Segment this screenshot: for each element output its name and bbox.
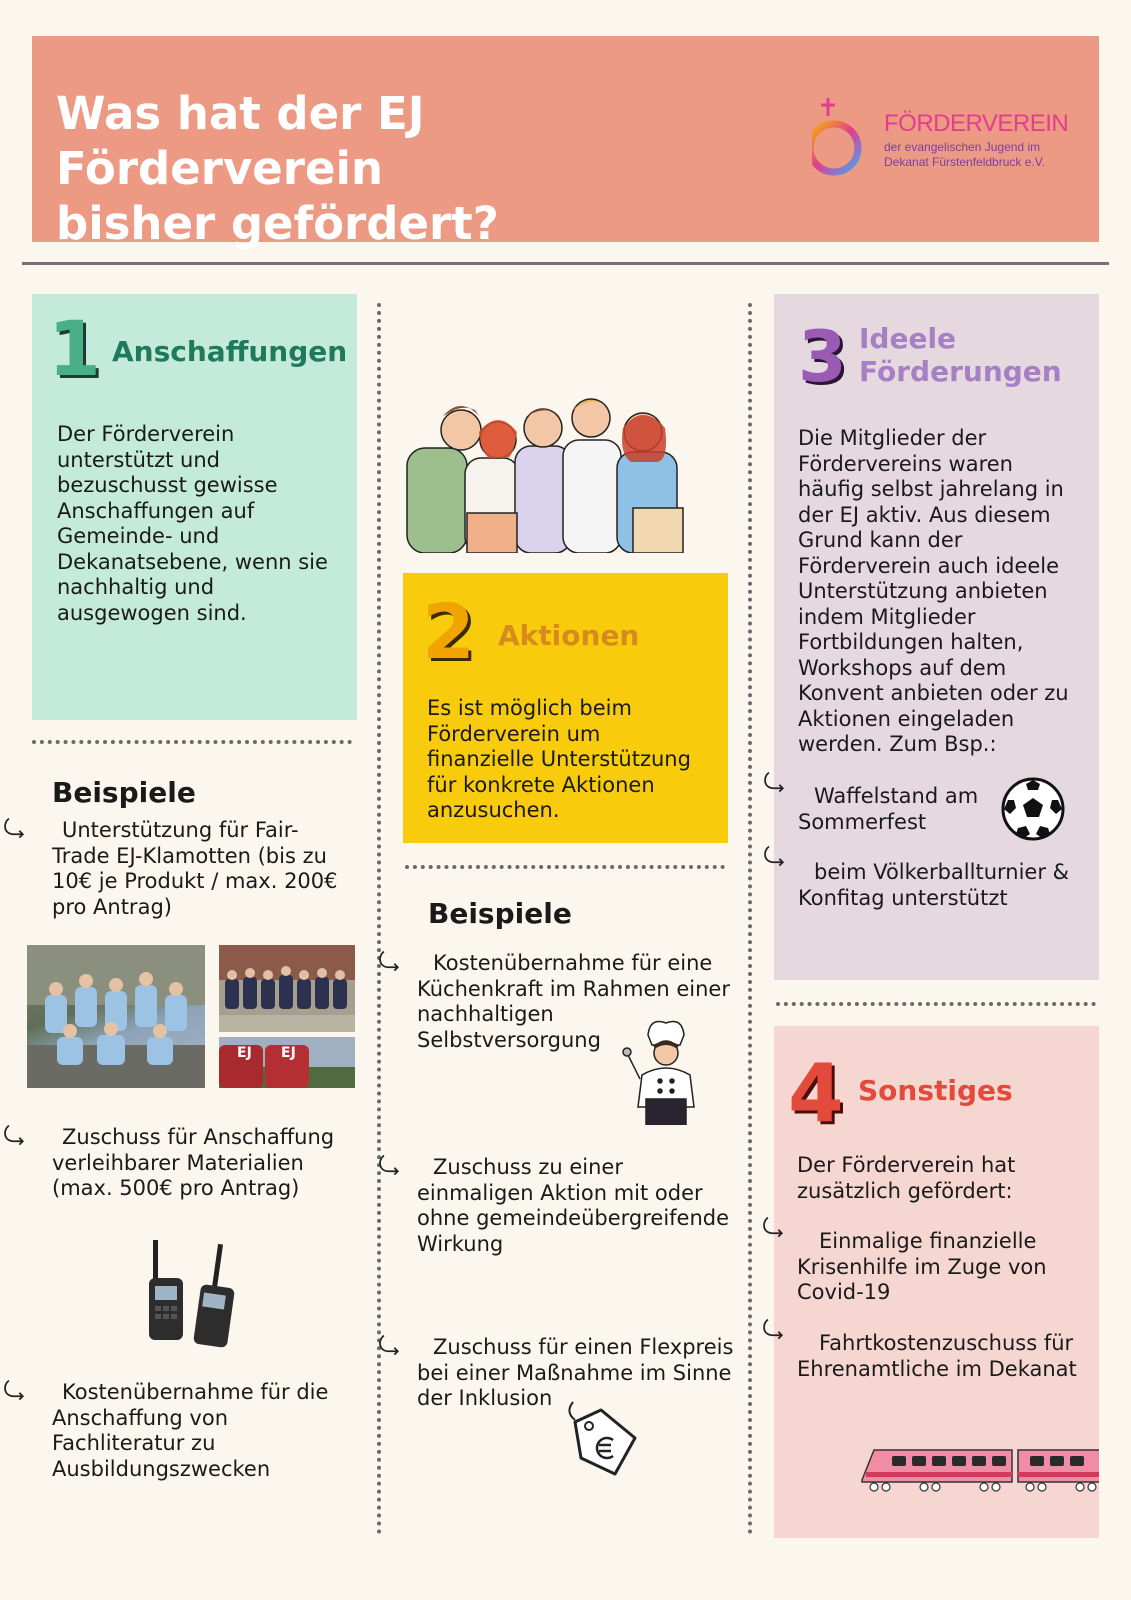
logo-subtitle: der evangelischen Jugend im Dekanat Fürstenfeldbruck e.V. — [884, 140, 1045, 169]
section-2-examples-heading: Beispiele — [428, 897, 572, 930]
section-2-item-3: Zuschuss für einen Flexpreis bei einer Maßnahme im Sinne der Inklusion — [417, 1335, 737, 1412]
section-2-number: 2 — [422, 587, 475, 676]
page-title: Was hat der EJ Förderverein bisher gefördert? — [56, 87, 499, 250]
section-1-heading: Anschaffungen — [112, 335, 348, 368]
section-1-number: 1 — [48, 304, 101, 393]
section-1-item-3: Kostenübernahme für die Anschaffung von Fachliteratur zu Ausbildungszwecken — [52, 1380, 352, 1482]
section-3-item-2: beim Völkerballturnier & Konfitag unterstützt — [798, 860, 1088, 911]
section-2-item-2: Zuschuss zu einer einmaligen Aktion mit oder ohne gemeindeübergreifende Wirkung — [417, 1155, 732, 1257]
section-4-number: 4 — [788, 1047, 844, 1140]
friends-icon — [403, 388, 728, 553]
section-2-separator — [405, 865, 725, 869]
section-3-body: Die Mitglieder der Fördervereins waren häufig selbst jahrelang in der EJ aktiv. Aus diesem Grund kann der Förderverein auch ideele Unterstützung anbieten indem Mitglieder Fortbildungen halten, Workshops auf dem Konvent anbieten oder zu Aktionen eingeladen werden. Zum Bsp.: — [798, 426, 1069, 756]
chef-icon — [620, 1015, 710, 1125]
euro-tag-icon — [563, 1398, 647, 1478]
column-divider-right — [748, 303, 752, 1535]
section-1-examples-heading: Beispiele — [52, 776, 196, 809]
section-3-item-1: Waffelstand am Sommerfest — [798, 784, 998, 835]
curved-arrow-icon — [0, 1378, 30, 1404]
curved-arrow-icon — [759, 1215, 789, 1241]
section-2-item-1: Kostenübernahme für eine Küchenkraft im Rahmen einer nachhaltigen Selbstversorgung — [417, 951, 732, 1053]
section-1-separator — [32, 740, 352, 744]
shirt-text-b: EJ — [281, 1045, 296, 1061]
section-4-item-2: Fahrtkostenzuschuss für Ehrenamtliche im Dekanat — [797, 1331, 1077, 1382]
logo-ring-icon — [812, 96, 882, 186]
curved-arrow-icon — [375, 949, 405, 975]
logo-title: FÖRDERVEREIN — [884, 110, 1069, 137]
people-photo-illustration — [27, 945, 205, 1088]
train-icon — [860, 1442, 1099, 1492]
curved-arrow-icon — [760, 844, 790, 870]
curved-arrow-icon — [759, 1317, 789, 1343]
section-1-item-2: Zuschuss für Anschaffung verleihbarer Materialien (max. 500€ pro Antrag) — [52, 1125, 352, 1202]
section-3-separator — [776, 1002, 1096, 1006]
chef-illustration — [620, 1015, 710, 1125]
soccer-ball-icon — [1000, 776, 1066, 842]
photo-ej-shirts — [219, 1037, 355, 1088]
train-illustration — [860, 1442, 1099, 1492]
header-divider — [22, 262, 1109, 265]
curved-arrow-icon — [0, 816, 30, 842]
soccer-ball-illustration — [1000, 776, 1066, 842]
section-4-body: Der Förderverein hat zusätzlich gefördert: — [797, 1153, 1016, 1203]
curved-arrow-icon — [375, 1333, 405, 1359]
shirt-text-a: EJ — [237, 1045, 252, 1061]
curved-arrow-icon — [375, 1153, 405, 1179]
curved-arrow-icon — [0, 1123, 30, 1149]
walkie-talkie-icon — [145, 1240, 245, 1350]
section-3-number: 3 — [798, 316, 847, 398]
section-4-item-1: Einmalige finanzielle Krisenhilfe im Zuge von Covid-19 — [797, 1229, 1077, 1306]
section-3-heading: Ideele Förderungen — [859, 322, 1062, 388]
euro-price-tag-illustration — [563, 1398, 647, 1478]
section-4-heading: Sonstiges — [858, 1074, 1013, 1107]
group-friends-illustration — [403, 388, 728, 553]
section-1-body: Der Förderverein unterstützt und bezuschusst gewisse Anschaffungen auf Gemeinde- und Dekanatsebene, wenn sie nachhaltig und ausgewogen sind. — [57, 422, 328, 625]
people-photo-illustration — [219, 945, 355, 1032]
section-2-heading: Aktionen — [498, 619, 640, 652]
section-1-item-1: Unterstützung für Fair-Trade EJ-Klamotten (bis zu 10€ je Produkt / max. 200€ pro Antrag) — [52, 818, 352, 920]
photo-group-hoodies — [27, 945, 205, 1088]
foerderverein-logo — [812, 96, 1069, 186]
photo-group-navy — [219, 945, 355, 1032]
curved-arrow-icon — [760, 770, 790, 796]
walkie-talkie-illustration — [145, 1240, 245, 1350]
section-2-body: Es ist möglich beim Förderverein um finanzielle Unterstützung für konkrete Aktionen anzusuchen. — [427, 696, 691, 822]
